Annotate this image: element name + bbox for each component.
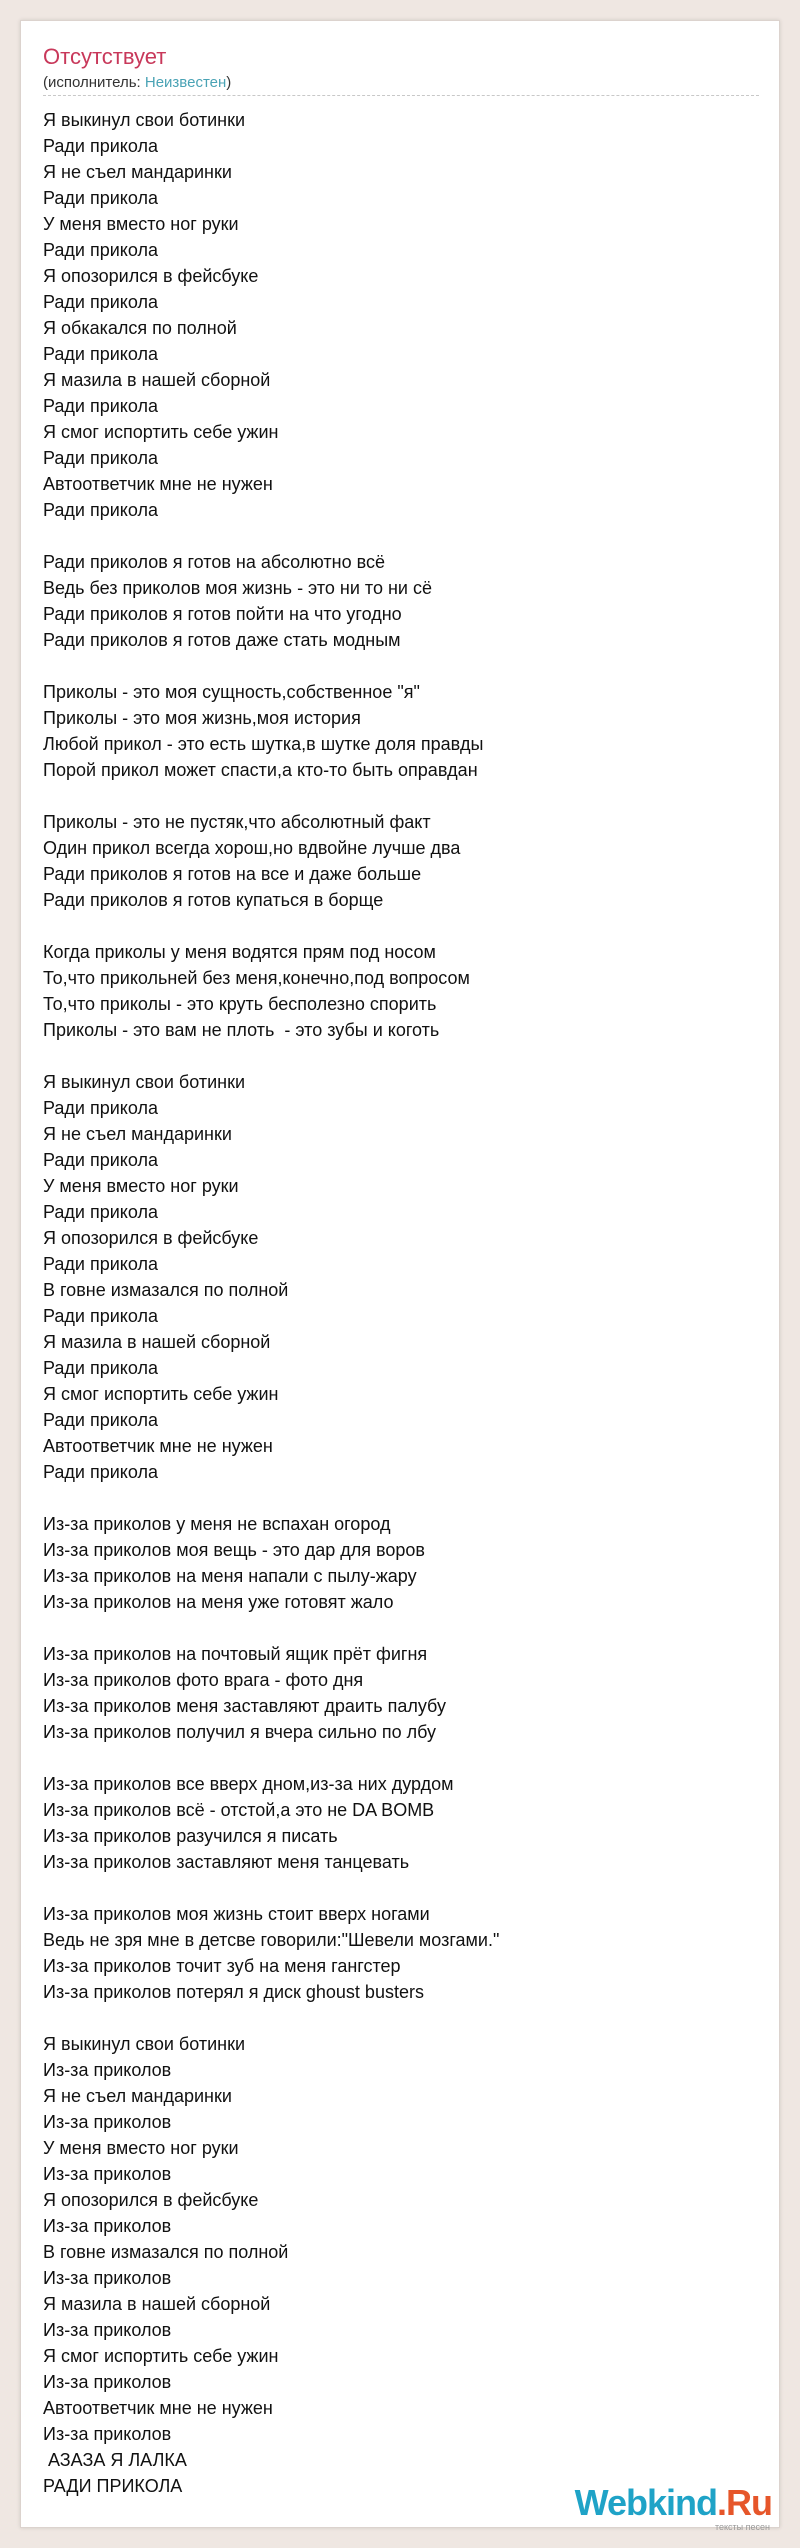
stanza-break — [43, 523, 759, 549]
lyric-line: Ради прикола — [43, 1150, 158, 1170]
lyric-line: Автоответчик мне не нужен — [43, 2398, 273, 2418]
lyric-line: Из-за приколов фото врага - фото дня — [43, 1670, 364, 1690]
lyric-line: У меня вместо ног руки — [43, 1176, 239, 1196]
lyric-line: Я смог испортить себе ужин — [43, 422, 279, 442]
lyric-line: Ради прикола — [43, 240, 158, 260]
lyric-line: Ради прикола — [43, 1462, 158, 1482]
lyric-line: АЗАЗА Я ЛАЛКА — [43, 2450, 187, 2470]
lyric-line: Из-за приколов потерял я диск ghoust busters — [43, 1982, 424, 2002]
lyric-line: Ради прикола — [43, 448, 158, 468]
lyric-line: Порой прикол может спасти,а кто-то быть оправдан — [43, 760, 478, 780]
artist-line — [43, 73, 231, 93]
lyric-line: Когда приколы у меня водятся прям под носом — [43, 942, 436, 962]
lyric-line: Ради прикола — [43, 1306, 158, 1326]
lyric-line: Из-за приколов — [43, 2320, 172, 2340]
lyric-line: Ради прикола — [43, 396, 158, 416]
lyric-line: Один прикол всегда хорош,но вдвойне лучше два — [43, 838, 461, 858]
stanza-break — [43, 1745, 759, 1771]
lyric-line: Любой прикол - это есть шутка,в шутке доля правды — [43, 734, 484, 754]
lyric-line: Из-за приколов меня заставляют драить палубу — [43, 1696, 446, 1716]
lyric-line: Ради прикола — [43, 1098, 158, 1118]
lyric-line: Из-за приколов на меня напали с пылу-жару — [43, 1566, 417, 1586]
lyric-line: Из-за приколов — [43, 2268, 172, 2288]
lyric-line: Ради приколов я готов на все и даже больше — [43, 864, 422, 884]
logo-wordmark — [574, 2482, 772, 2523]
lyric-line: Я опозорился в фейсбуке — [43, 2190, 259, 2210]
lyric-line: Я мазила в нашей сборной — [43, 1332, 271, 1352]
lyric-line: Я опозорился в фейсбуке — [43, 266, 259, 286]
stanza-break — [43, 1615, 759, 1641]
lyric-line: Из-за приколов получил я вчера сильно по лбу — [43, 1722, 437, 1742]
lyric-line: Я выкинул свои ботинки — [43, 1072, 245, 1092]
webkind-logo[interactable] — [574, 2482, 772, 2532]
lyric-line: Из-за приколов моя жизнь стоит вверх ногами — [43, 1904, 430, 1924]
lyric-line: Автоответчик мне не нужен — [43, 1436, 273, 1456]
logo-tld: .Ru — [717, 2482, 772, 2523]
title-divider — [43, 95, 759, 96]
lyric-line: Из-за приколов — [43, 2216, 172, 2236]
lyric-line: Я не съел мандаринки — [43, 162, 232, 182]
lyric-line: Я мазила в нашей сборной — [43, 370, 271, 390]
lyric-line: Из-за приколов разучился я писать — [43, 1826, 338, 1846]
lyric-line: Ведь без приколов моя жизнь - это ни то ни сё — [43, 578, 432, 598]
lyric-line: РАДИ ПРИКОЛА — [43, 2476, 183, 2496]
lyric-line: В говне измазался по полной — [43, 2242, 289, 2262]
lyric-line: Ради приколов я готов пойти на что угодно — [43, 604, 402, 624]
stanza-break — [43, 653, 759, 679]
lyric-line: Из-за приколов заставляют меня танцевать — [43, 1852, 410, 1872]
lyric-line: Ради прикола — [43, 1358, 158, 1378]
lyric-line: Ради приколов я готов на абсолютно всё — [43, 552, 385, 572]
lyric-line: Из-за приколов — [43, 2112, 172, 2132]
lyric-line: Приколы - это вам не плоть - это зубы и коготь — [43, 1020, 440, 1040]
lyric-line: Я опозорился в фейсбуке — [43, 1228, 259, 1248]
lyric-line: В говне измазался по полной — [43, 1280, 289, 1300]
lyric-line: Приколы - это не пустяк,что абсолютный факт — [43, 812, 431, 832]
lyric-line: У меня вместо ног руки — [43, 214, 239, 234]
lyric-line: Я смог испортить себе ужин — [43, 2346, 279, 2366]
lyric-line: Ради прикола — [43, 1254, 158, 1274]
lyric-line: Ради приколов я готов купаться в борще — [43, 890, 384, 910]
artist-suffix: ) — [226, 74, 232, 91]
lyric-line: Приколы - это моя сущность,собственное "я" — [43, 682, 420, 702]
lyrics-text — [43, 107, 759, 2499]
lyric-line: Ради прикола — [43, 1410, 158, 1430]
lyric-line: Ради прикола — [43, 136, 158, 156]
lyric-line: Из-за приколов — [43, 2164, 172, 2184]
lyric-line: Из-за приколов на почтовый ящик прёт фигня — [43, 1644, 428, 1664]
lyric-line: Ради прикола — [43, 188, 158, 208]
lyric-line: Я смог испортить себе ужин — [43, 1384, 279, 1404]
stanza-break — [43, 1043, 759, 1069]
lyric-line: Из-за приколов — [43, 2424, 172, 2444]
lyric-line: У меня вместо ног руки — [43, 2138, 239, 2158]
lyric-line: Я не съел мандаринки — [43, 2086, 232, 2106]
logo-word: Webkind — [574, 2482, 717, 2523]
lyric-line: Ради приколов я готов даже стать модным — [43, 630, 401, 650]
lyric-line: Из-за приколов все вверх дном,из-за них дурдом — [43, 1774, 454, 1794]
stanza-break — [43, 783, 759, 809]
lyric-line: Я выкинул свои ботинки — [43, 2034, 245, 2054]
lyric-line: Ради прикола — [43, 1202, 158, 1222]
lyrics-card — [20, 20, 780, 2528]
artist-prefix: (исполнитель: — [43, 74, 145, 91]
page-title: Отсутствует — [43, 44, 167, 69]
artist-link[interactable]: Неизвестен — [144, 74, 227, 91]
stanza-break — [43, 1485, 759, 1511]
lyric-line: Я выкинул свои ботинки — [43, 110, 245, 130]
lyric-line: То,что приколы - это круть бесполезно спорить — [43, 994, 437, 1014]
lyric-line: Я мазила в нашей сборной — [43, 2294, 271, 2314]
logo-tagline: тексты песен — [714, 2522, 770, 2532]
lyric-line: Ради прикола — [43, 344, 158, 364]
lyric-line: Ради прикола — [43, 292, 158, 312]
lyric-line: Из-за приколов у меня не вспахан огород — [43, 1514, 391, 1534]
stanza-break — [43, 913, 759, 939]
lyric-line: То,что прикольней без меня,конечно,под вопросом — [43, 968, 470, 988]
stanza-break — [43, 1875, 759, 1901]
lyric-line: Приколы - это моя жизнь,моя история — [43, 708, 361, 728]
stanza-break — [43, 2005, 759, 2031]
lyric-line: Ради прикола — [43, 500, 158, 520]
lyric-line: Из-за приколов моя вещь - это дар для воров — [43, 1540, 425, 1560]
lyric-line: Из-за приколов — [43, 2372, 172, 2392]
lyric-line: Из-за приколов — [43, 2060, 172, 2080]
lyric-line: Из-за приколов всё - отстой,а это не DA BOMB — [43, 1800, 435, 1820]
lyric-line: Из-за приколов точит зуб на меня гангстер — [43, 1956, 401, 1976]
lyric-line: Я обкакался по полной — [43, 318, 237, 338]
lyric-line: Я не съел мандаринки — [43, 1124, 232, 1144]
lyric-line: Автоответчик мне не нужен — [43, 474, 273, 494]
lyric-line: Ведь не зря мне в детсве говорили:"Шевели мозгами." — [43, 1930, 500, 1950]
lyric-line: Из-за приколов на меня уже готовят жало — [43, 1592, 394, 1612]
